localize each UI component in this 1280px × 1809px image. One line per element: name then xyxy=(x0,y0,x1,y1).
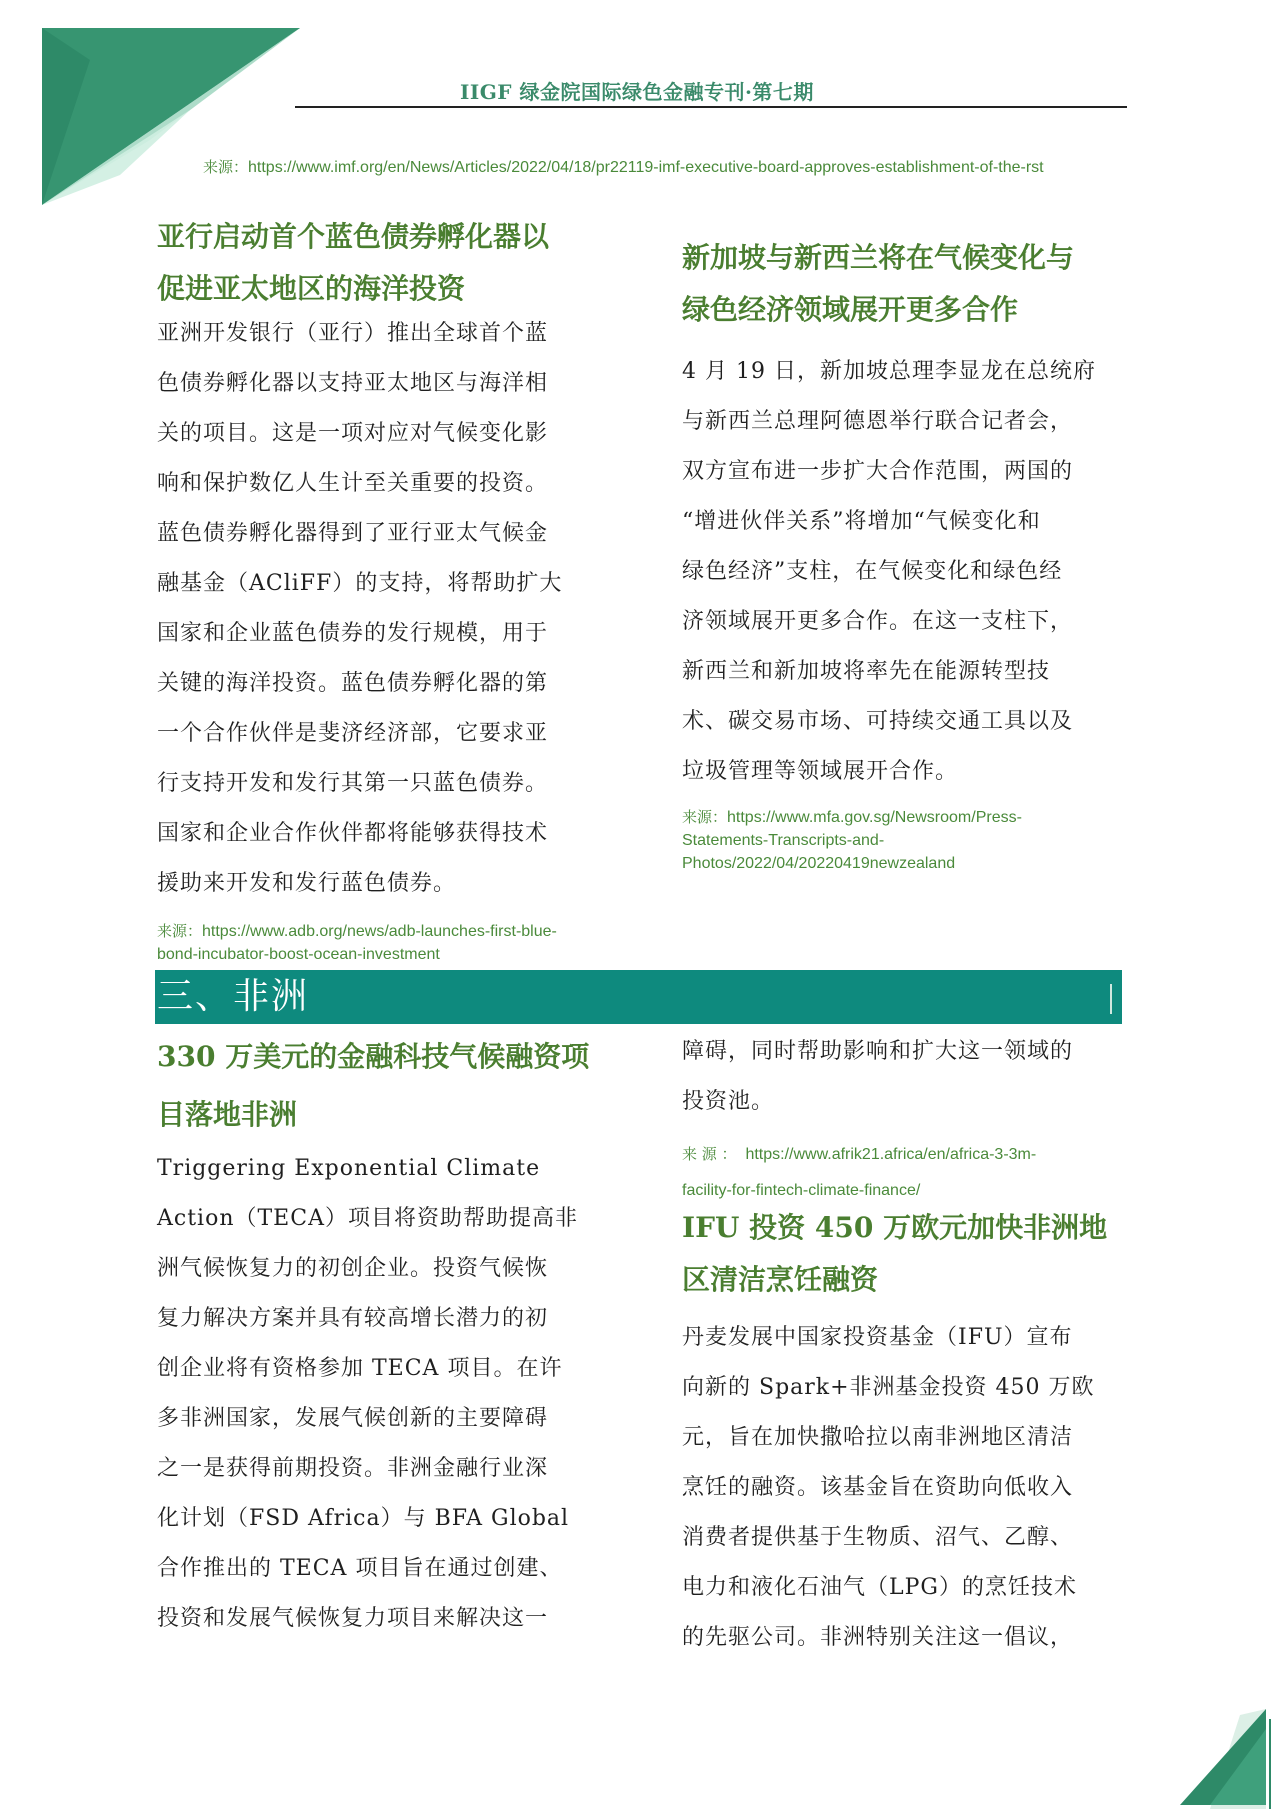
body-line: 投资池。 xyxy=(682,1089,775,1114)
source-label: 来源： xyxy=(203,158,249,176)
article-body-adb xyxy=(157,309,617,909)
article-body-teca xyxy=(157,1144,637,1644)
top-source-line xyxy=(203,156,1044,179)
body-line: 关键的海洋投资。蓝色债券孵化器的第 xyxy=(157,671,549,696)
article-title-adb xyxy=(157,211,617,315)
source-url[interactable]: https://www.adb.org/news/adb-launches-first-blue- xyxy=(202,923,557,940)
body-line: 与新西兰总理阿德恩举行联合记者会， xyxy=(682,409,1074,434)
body-line: 丹麦发展中国家投资基金（IFU）宣布 xyxy=(682,1325,1073,1350)
article-title-singapore xyxy=(682,232,1142,336)
body-line: 复力解决方案并具有较高增长潜力的初 xyxy=(157,1306,549,1331)
section-bar-mark xyxy=(1110,984,1112,1014)
body-line: 关的项目。这是一项对应对气候变化影 xyxy=(157,421,549,446)
source-url[interactable]: bond-incubator-boost-ocean-investment xyxy=(157,946,440,963)
article-source-singapore xyxy=(682,806,1142,875)
article-body-teca-continued xyxy=(682,1027,1142,1127)
body-line: 电力和液化石油气（LPG）的烹饪技术 xyxy=(682,1575,1077,1600)
body-line: 济领域展开更多合作。在这一支柱下， xyxy=(682,609,1074,634)
article-body-ifu xyxy=(682,1313,1152,1663)
body-line: 援助来开发和发行蓝色债券。 xyxy=(157,871,457,896)
source-url[interactable]: Photos/2022/04/20220419newzealand xyxy=(682,855,956,872)
body-line: 一个合作伙伴是斐济经济部，它要求亚 xyxy=(157,721,549,746)
source-url[interactable]: Statements-Transcripts-and- xyxy=(682,832,885,849)
header-rule xyxy=(295,106,1127,108)
source-url[interactable]: https://www.mfa.gov.sg/Newsroom/Press- xyxy=(727,809,1022,826)
article-title-ifu xyxy=(682,1202,1142,1306)
title-line: 新加坡与新西兰将在气候变化与 xyxy=(682,241,1075,274)
corner-decoration-bottom-right xyxy=(1170,1709,1280,1809)
body-line: 术、碳交易市场、可持续交通工具以及 xyxy=(682,709,1074,734)
body-line: Action（TECA）项目将资助帮助提高非 xyxy=(157,1206,578,1231)
journal-header-title: IIGF 绿金院国际绿色金融专刊·第七期 xyxy=(460,80,814,104)
body-line: 国家和企业合作伙伴都将能够获得技术 xyxy=(157,821,549,846)
body-line: 绿色经济”支柱，在气候变化和绿色经 xyxy=(682,559,1063,584)
body-line: 障碍，同时帮助影响和扩大这一领域的 xyxy=(682,1039,1074,1064)
body-line: 多非洲国家，发展气候创新的主要障碍 xyxy=(157,1406,549,1431)
source-label: 来 源 ： xyxy=(682,1145,737,1163)
body-line: 国家和企业蓝色债券的发行规模，用于 xyxy=(157,621,549,646)
source-url[interactable]: https://www.imf.org/en/News/Articles/2022/04/18/pr22119-imf-executive-board-approves-establishment-of-the-rst xyxy=(248,159,1044,176)
article-source-teca xyxy=(682,1136,1152,1209)
body-line: 亚洲开发银行（亚行）推出全球首个蓝 xyxy=(157,321,549,346)
article-source-adb xyxy=(157,920,627,966)
body-line: 响和保护数亿人生计至关重要的投资。 xyxy=(157,471,549,496)
body-line: 创企业将有资格参加 TECA 项目。在许 xyxy=(157,1356,563,1381)
article-title-teca xyxy=(157,1028,627,1144)
body-line: Triggering Exponential Climate xyxy=(157,1156,541,1181)
body-line: 洲气候恢复力的初创企业。投资气候恢 xyxy=(157,1256,549,1281)
section-title: 三、非洲 xyxy=(157,976,310,1017)
title-line: 亚行启动首个蓝色债券孵化器以 xyxy=(157,220,550,253)
body-line: 4 月 19 日，新加坡总理李显龙在总统府 xyxy=(682,359,1096,384)
source-url[interactable]: https://www.afrik21.africa/en/africa-3-3m- xyxy=(745,1146,1037,1163)
source-url[interactable]: facility-for-fintech-climate-finance/ xyxy=(682,1182,921,1199)
title-line: IFU 投资 450 万欧元加快非洲地 xyxy=(682,1211,1108,1244)
body-line: 合作推出的 TECA 项目旨在通过创建、 xyxy=(157,1556,563,1581)
body-line: 消费者提供基于生物质、沼气、乙醇、 xyxy=(682,1525,1074,1550)
title-line: 330 万美元的金融科技气候融资项 xyxy=(157,1040,590,1073)
body-line: 向新的 Spark+非洲基金投资 450 万欧 xyxy=(682,1375,1095,1400)
article-body-singapore xyxy=(682,347,1142,797)
title-line: 促进亚太地区的海洋投资 xyxy=(157,272,466,305)
source-label: 来源： xyxy=(157,922,203,940)
body-line: 之一是获得前期投资。非洲金融行业深 xyxy=(157,1456,549,1481)
body-line: 投资和发展气候恢复力项目来解决这一 xyxy=(157,1606,549,1631)
body-line: 化计划（FSD Africa）与 BFA Global xyxy=(157,1506,570,1531)
body-line: 行支持开发和发行其第一只蓝色债券。 xyxy=(157,771,549,796)
body-line: 烹饪的融资。该基金旨在资助向低收入 xyxy=(682,1475,1074,1500)
title-line: 区清洁烹饪融资 xyxy=(682,1263,879,1296)
body-line: 垃圾管理等领域展开合作。 xyxy=(682,759,959,784)
title-line: 目落地非洲 xyxy=(157,1098,298,1131)
body-line: 的先驱公司。非洲特别关注这一倡议， xyxy=(682,1625,1074,1650)
title-line: 绿色经济领域展开更多合作 xyxy=(682,293,1019,326)
body-line: 融基金（ACliFF）的支持，将帮助扩大 xyxy=(157,571,563,596)
body-line: 色债券孵化器以支持亚太地区与海洋相 xyxy=(157,371,549,396)
body-line: 双方宣布进一步扩大合作范围，两国的 xyxy=(682,459,1074,484)
body-line: 新西兰和新加坡将率先在能源转型技 xyxy=(682,659,1051,684)
body-line: 蓝色债券孵化器得到了亚行亚太气候金 xyxy=(157,521,549,546)
body-line: “增进伙伴关系”将增加“气候变化和 xyxy=(682,509,1041,534)
section-heading-bar xyxy=(155,970,1122,1024)
body-line: 元，旨在加快撒哈拉以南非洲地区清洁 xyxy=(682,1425,1074,1450)
source-label: 来源： xyxy=(682,808,728,826)
